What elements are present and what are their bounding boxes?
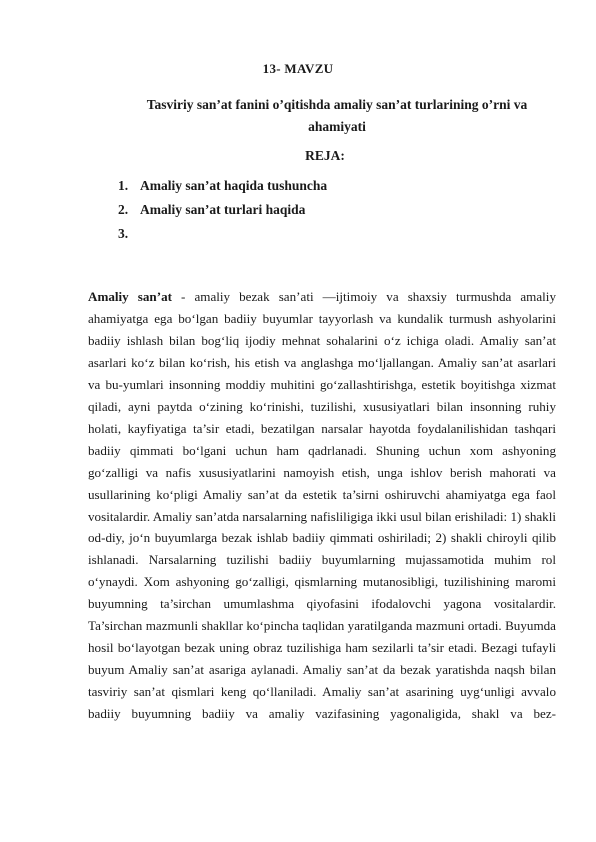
plan-item	[118, 200, 327, 224]
defined-term: Amaliy san’at	[88, 289, 172, 304]
document-title: Tasviriy san’at fanini o’qitishda amaliy san’at turlarining o’rni va ahamiyati	[146, 97, 528, 134]
plan-heading: REJA:	[305, 148, 345, 163]
plan-list	[118, 176, 327, 248]
plan-item-text: Amaliy san’at turlari haqida	[140, 202, 306, 217]
plan-item-text: Amaliy san’at haqida tushuncha	[140, 178, 328, 193]
plan-item-number: 2.	[118, 202, 129, 217]
plan-item-number: 1.	[118, 178, 129, 193]
plan-item-number: 3.	[118, 226, 129, 241]
topic-number: 13- MAVZU	[262, 61, 334, 76]
plan-item	[118, 224, 327, 248]
body-paragraph	[88, 286, 556, 725]
paragraph-text: amaliy bezak san’ati —ijtimoiy va shaxsiy turmushda amaliy ahamiyatga ega bo‘lgan badiiy buyumlar tayyorlash va kundalik turmush ashyolarini badiiy ishlash bilan bog‘liq ijodiy mehnat sohalarini o‘z ichiga oladi. Amaliy san’at asarlari ko‘z bilan ko‘rish, his etish va anglashga mo‘ljallangan. Amaliy san’at asarlari va bu-yumlari insonning moddiy muhitini go‘zallashtirishga, estetik boyitishga xizmat qiladi, ayni paytda o‘zining ko‘rinishi, tuzilishi, xususiyatlari bilan insonning ruhiy holati, kayfiyatiga ta’sir etadi, bezatilgan narsalar hayotda foydalanilishidan tashqari badiiy qimmati bo‘lgani uchun ham qadrlanadi. Shuning uchun xom ashyoning go‘zalligi va nafis xususiyatlarini namoyish etish, unga ishlov berish mahorati va usullarining ko‘pligi Amaliy san’at da estetik ta’sirni oshiruvchi ahamiyatga ega faol vositalardir. Amaliy san’atda narsalarning nafisliligiga ikki usul bilan erishiladi: 1) shakli od-diy, jo‘n buyumlarga bezak ishlab badiiy qimmati oshiriladi; 2) shakli chiroyli qilib ishlanadi. Narsalarning tuzilishi badiiy buyumlarning mujassamotida muhim rol o‘ynaydi. Xom ashyoning go‘zalligi, qismlarning mutanosibligi, tuzilishining maromi buyumning ta’sirchan umumlashma qiyofasini ifodalovchi yagona vositalardir. Ta’sirchan mazmunli shakllar ko‘pincha taqlidan yaratilganda mazmuni ortadi. Buyumda hosil bo‘layotgan bezak uning obraz tuzilishiga ham sezilarli ta’sir etadi. Bezagi tufayli buyum Amaliy san’at asariga aylanadi. Amaliy san’at da bezak yaratishda naqsh bilan tasviriy san’at qismlari keng qo‘llaniladi. Amaliy san’at asarining uyg‘unligi avvalo badiiy buyumning badiiy va amaliy vazifasining yagonaligida, shakl va bez-	[88, 289, 556, 722]
plan-item	[118, 176, 327, 200]
term-dash: -	[171, 289, 195, 304]
